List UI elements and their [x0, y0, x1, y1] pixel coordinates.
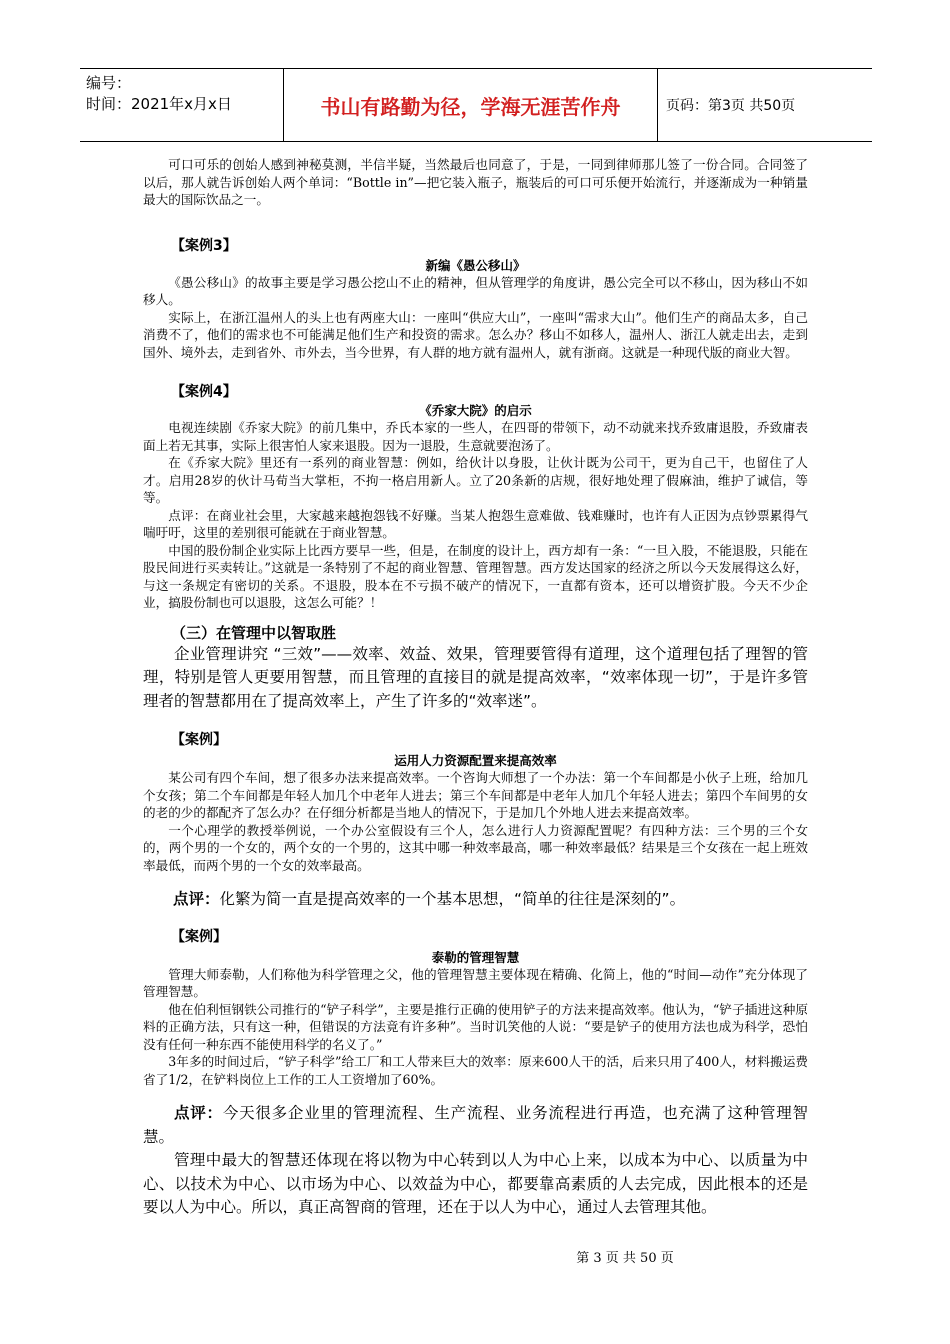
header-meta — [80, 69, 284, 141]
header-time: 时间：2021年x月x日 — [86, 95, 232, 113]
case6-comment-text: 今天很多企业里的管理流程、生产流程、业务流程进行再造，也充满了这种管理智慧。 — [143, 1104, 808, 1146]
case6-paragraph-3: 3年多的时间过后，“铲子科学”给工厂和工人带来巨大的效率：原来600人干的活，后来只用了400人，材料搬运费省了1/2，在铲料岗位上工作的工人工资增加了60%。 — [143, 1054, 808, 1087]
section3-heading: （三）在管理中以智取胜 — [171, 623, 337, 642]
header-motto-cell — [284, 69, 658, 141]
case5-comment-label: 点评： — [173, 890, 220, 908]
case3-paragraph-2: 实际上，在浙江温州人的头上也有两座大山：一座叫“供应大山”，一座叫“需求大山”。他们生产的商品太多，自己消费不了，他们的需求也不可能满足他们生产和投资的需求。怎么办？移山不如移人，温州人、浙江人就走出去，走到国外、境外去，走到省外、市外去，当今世界，有人群的地方就有温州人，就有浙商。这就是一种现代版的商业大智。 — [143, 309, 808, 360]
page-footer: 第 3 页 共 50 页 — [576, 1251, 674, 1266]
case6-label: 【案例】 — [171, 928, 227, 945]
case4-label: 【案例4】 — [171, 384, 237, 400]
case5-paragraph-1: 某公司有四个车间，想了很多办法来提高效率。一个咨询大师想了一个办法：第一个车间都是小伙子上班，给加几个女孩；第二个车间都是年轻人加几个中老年人进去；第三个车间都是中老年人加几个年轻人进去；第四个车间男的女的老的少的都配齐了怎么办？在仔细分析都是当地人的情况下，于是加几个外地人进去来提高效率。 — [143, 770, 808, 820]
case4-paragraph-4: 中国的股份制企业实际上比西方要早一些，但是，在制度的设计上，西方却有一条：“一旦入股，不能退股，只能在股民间进行买卖转让。”这就是一条特别了不起的商业智慧、管理智慧。西方发达国家的经济之所以今天发展得这么好，与这一条规定有密切的关系。不退股，股本在不亏损不破产的情况下，一直都有资本，还可以增资扩股。今天不少企业，搞股份制也可以退股，这怎么可能？！ — [143, 542, 808, 610]
case4-paragraph-2: 在《乔家大院》里还有一系列的商业智慧：例如，给伙计以身股，让伙计既为公司干，更为自己干，也留住了人才。启用28岁的伙计马荀当大掌柜，不拘一格启用新人。立了20条新的店规，很好地处理了假麻油，维护了诚信，等等。 — [143, 455, 808, 505]
case3-label: 【案例3】 — [171, 237, 237, 254]
section3-paragraph: 企业管理讲究 “三效”——效率、效益、效果，管理要管得有道理，这个道理包括了理智的管理，特别是管人更要用智慧，而且管理的直接目的就是提高效率，“效率体现一切”，于是许多管理者的智慧都用在了提高效率上，产生了许多的“效率迷”。 — [143, 644, 808, 710]
intro-paragraph: 可口可乐的创始人感到神秘莫测，半信半疑，当然最后也同意了，于是，一同到律师那儿签了一份合同。合同签了以后，那人就告诉创始人两个单词：“Bottle in”—把它装入瓶子，瓶装后的可口可乐便开始流行，并逐渐成为一种销量最大的国际饮品之一。 — [143, 157, 808, 207]
case5-comment — [173, 888, 808, 912]
case6-paragraph-1: 管理大师泰勒，人们称他为科学管理之父，他的管理智慧主要体现在精确、化简上，他的“时间—动作”充分体现了管理智慧。 — [143, 966, 808, 999]
case5-label: 【案例】 — [171, 732, 227, 748]
case6-comment-label: 点评： — [174, 1104, 223, 1122]
case5-title: 运用人力资源配置来提高效率 — [394, 753, 557, 768]
header-motto: 书山有路勤为径，学海无涯苦作舟 — [320, 94, 621, 119]
page-header — [80, 68, 872, 142]
case6-paragraph-4: 管理中最大的智慧还体现在将以物为中心转到以人为中心上来，以成本为中心、以质量为中心、以技术为中心、以市场为中心、以效益为中心，都要靠高素质的人去完成，因此根本的还是要以人为中心。所以，真正高智商的管理，还在于以人为中心，通过人去管理其他。 — [143, 1151, 808, 1216]
case4-paragraph-3: 点评：在商业社会里，大家越来越抱怨钱不好赚。当某人抱怨生意难做、钱难赚时，也许有人正因为点钞票累得气喘吁吁，这里的差别很可能就在于商业智慧。 — [143, 507, 808, 540]
case6-comment — [143, 1102, 808, 1149]
document-body — [143, 150, 808, 1220]
case4-title: 《乔家大院》的启示 — [419, 403, 532, 418]
case6-title: 泰勒的管理智慧 — [431, 949, 520, 965]
case4-paragraph-1: 电视连续剧《乔家大院》的前几集中，乔氏本家的一些人，在四哥的带领下，动不动就来找乔致庸退股，乔致庸表面上若无其事，实际上很害怕人家来退股。因为一退股，生意就要泡汤了。 — [143, 420, 808, 453]
header-page: 页码：第3页 共50页 — [666, 98, 796, 114]
case5-comment-text: 化繁为简一直是提高效率的一个基本思想，“简单的往往是深刻的”。 — [219, 890, 686, 908]
header-number: 编号： — [86, 74, 132, 92]
case5-paragraph-2: 一个心理学的教授举例说，一个办公室假设有三个人，怎么进行人力资源配置呢？有四种方法：三个男的三个女的，两个男的一个女的，两个女的一个男的，这其中哪一种效率最高，哪一种效率最低？结果是三个女孩在一起上班效率最低，而两个男的一个女的效率最高。 — [143, 822, 808, 873]
case3-paragraph-1: 《愚公移山》的故事主要是学习愚公挖山不止的精神，但从管理学的角度讲，愚公完全可以不移山，因为移山不如移人。 — [143, 274, 808, 307]
case3-title: 新编《愚公移山》 — [425, 257, 526, 273]
case6-paragraph-2: 他在伯利恒钢铁公司推行的“铲子科学”，主要是推行正确的使用铲子的方法来提高效率。他认为，“铲子插进这种原料的正确方法，只有这一种，但错误的方法竟有许多种”。当时讥笑他的人说：“要是铲子的使用方法也成为科学，恐怕没有任何一种东西不能使用科学的名义了。” — [143, 1001, 808, 1052]
